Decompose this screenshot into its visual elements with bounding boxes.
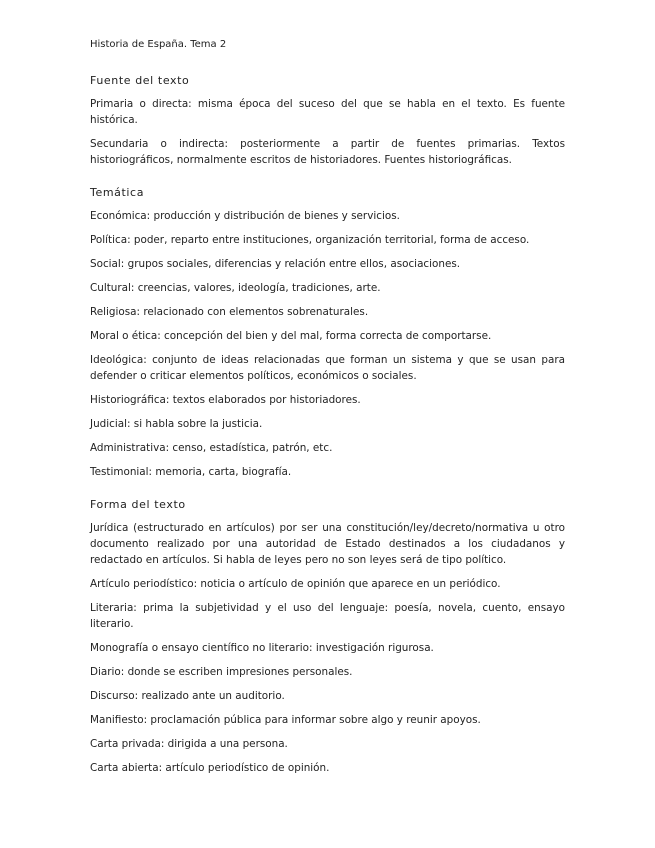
paragraph: Historiográfica: textos elaborados por historiadores. — [90, 394, 361, 406]
paragraph: Testimonial: memoria, carta, biografía. — [90, 466, 292, 478]
paragraph: Artículo periodístico: noticia o artículo de opinión que aparece en un periódico. — [90, 578, 501, 590]
paragraph: Ideológica: conjunto de ideas relacionadas que forman un sistema y que se usan para defender o criticar elementos políticos, económicos o sociales. — [90, 354, 565, 382]
paragraph: Manifiesto: proclamación pública para informar sobre algo y reunir apoyos. — [90, 714, 481, 726]
section-heading: Fuente del texto — [90, 74, 190, 87]
paragraph: Primaria o directa: misma época del suceso del que se habla en el texto. Es fuente histórica. — [90, 98, 565, 126]
paragraph: Jurídica (estructurado en artículos) por ser una constitución/ley/decreto/normativa u otro documento realizado por una autoridad de Estado destinados a los ciudadanos y redactado en artículos. Si habla de leyes pero no son leyes será de tipo político. — [90, 522, 565, 566]
paragraph: Carta privada: dirigida a una persona. — [90, 738, 288, 750]
paragraph: Discurso: realizado ante un auditorio. — [90, 690, 285, 702]
paragraph: Secundaria o indirecta: posteriormente a partir de fuentes primarias. Textos historiográficos, normalmente escritos de historiadores. Fuentes historiográficas. — [90, 138, 565, 166]
paragraph: Diario: donde se escriben impresiones personales. — [90, 666, 353, 678]
paragraph: Religiosa: relacionado con elementos sobrenaturales. — [90, 306, 369, 318]
page-header: Historia de España. Tema 2 — [90, 39, 227, 50]
paragraph: Social: grupos sociales, diferencias y relación entre ellos, asociaciones. — [90, 258, 461, 270]
paragraph: Política: poder, reparto entre instituciones, organización territorial, forma de acceso. — [90, 234, 530, 246]
section-heading: Temática — [90, 186, 145, 199]
section-heading: Forma del texto — [90, 498, 186, 511]
paragraph: Económica: producción y distribución de bienes y servicios. — [90, 210, 400, 222]
paragraph: Cultural: creencias, valores, ideología, tradiciones, arte. — [90, 282, 381, 294]
section-tematica — [90, 186, 565, 480]
paragraph: Literaria: prima la subjetividad y el uso del lenguaje: poesía, novela, cuento, ensayo literario. — [90, 602, 565, 630]
paragraph: Monografía o ensayo científico no literario: investigación rigurosa. — [90, 642, 434, 654]
paragraph: Administrativa: censo, estadística, patrón, etc. — [90, 442, 333, 454]
section-fuente-del-texto — [90, 74, 565, 168]
section-forma-del-texto — [90, 498, 565, 776]
paragraph: Judicial: si habla sobre la justicia. — [90, 418, 263, 430]
paragraph: Carta abierta: artículo periodístico de opinión. — [90, 762, 330, 774]
paragraph: Moral o ética: concepción del bien y del mal, forma correcta de comportarse. — [90, 330, 492, 342]
